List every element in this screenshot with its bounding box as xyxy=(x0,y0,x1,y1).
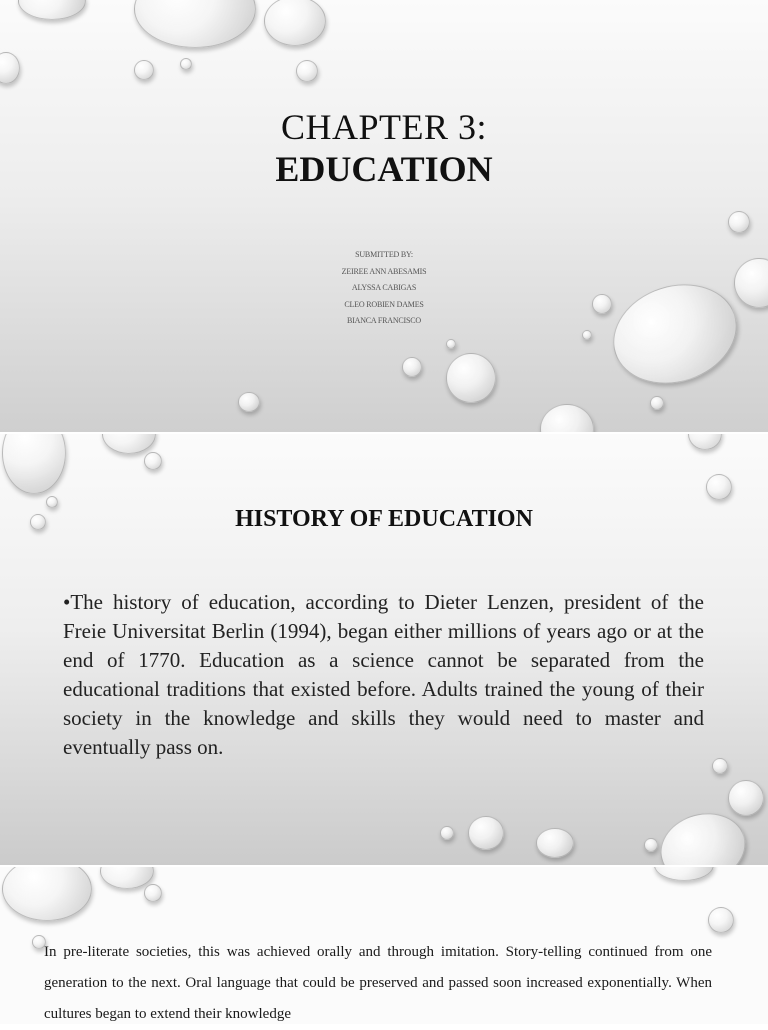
member-name: ZEIREE ANN ABESAMIS xyxy=(341,267,427,276)
water-drop xyxy=(650,396,664,410)
water-drop xyxy=(402,357,422,377)
chapter-title: CHAPTER 3: xyxy=(280,107,488,147)
water-drop xyxy=(134,60,154,80)
water-drop xyxy=(468,816,504,850)
water-drop xyxy=(688,434,722,450)
water-drop xyxy=(144,452,162,470)
water-drop xyxy=(712,758,728,774)
water-drop xyxy=(536,828,574,858)
water-drop xyxy=(654,867,714,881)
member-name: CLEO ROBIEN DAMES xyxy=(344,300,424,309)
water-drop xyxy=(296,60,318,82)
member-name: ALYSSA CABIGAS xyxy=(351,283,417,292)
water-drop xyxy=(144,884,162,902)
water-drop xyxy=(644,838,658,852)
water-drop xyxy=(134,0,256,48)
member-name: BIANCA FRANCISCO xyxy=(347,316,421,325)
slide-title xyxy=(0,0,768,432)
water-drop xyxy=(728,211,750,233)
preliterate-paragraph: In pre-literate societies, this was achieved orally and through imitation. Story-telling continued from one generation to the next. Oral language that could be preserved and passed soon increased exponentially. When cultures began to extend their knowledge xyxy=(44,944,712,1022)
water-drop xyxy=(180,58,192,70)
water-drop xyxy=(264,0,326,46)
water-drop xyxy=(708,907,734,933)
water-drop xyxy=(446,353,496,403)
submitted-by-label: SUBMITTED BY: xyxy=(355,250,413,259)
water-drop xyxy=(2,867,92,921)
water-drop xyxy=(2,434,66,494)
slide-heading: HISTORY OF EDUCATION xyxy=(235,506,533,532)
water-drop xyxy=(706,474,732,500)
water-drop xyxy=(446,339,456,349)
water-drop xyxy=(102,434,156,454)
water-drop xyxy=(582,330,592,340)
water-drop xyxy=(18,0,86,20)
water-drop xyxy=(440,826,454,840)
water-drop xyxy=(0,52,20,84)
water-drop xyxy=(540,404,594,432)
history-paragraph: •The history of education, according to Dieter Lenzen, president of the Freie Universitat Berlin (1994), began either millions of years ago or at the end of 1770. Education as a science cannot be separated from the educational traditions that existed before. Adults trained the young of their society in the knowledge and skills they would need to master and eventually pass on. xyxy=(63,590,704,759)
chapter-subject: EDUCATION xyxy=(275,149,493,189)
water-drop xyxy=(728,780,764,816)
water-drop xyxy=(238,392,260,412)
